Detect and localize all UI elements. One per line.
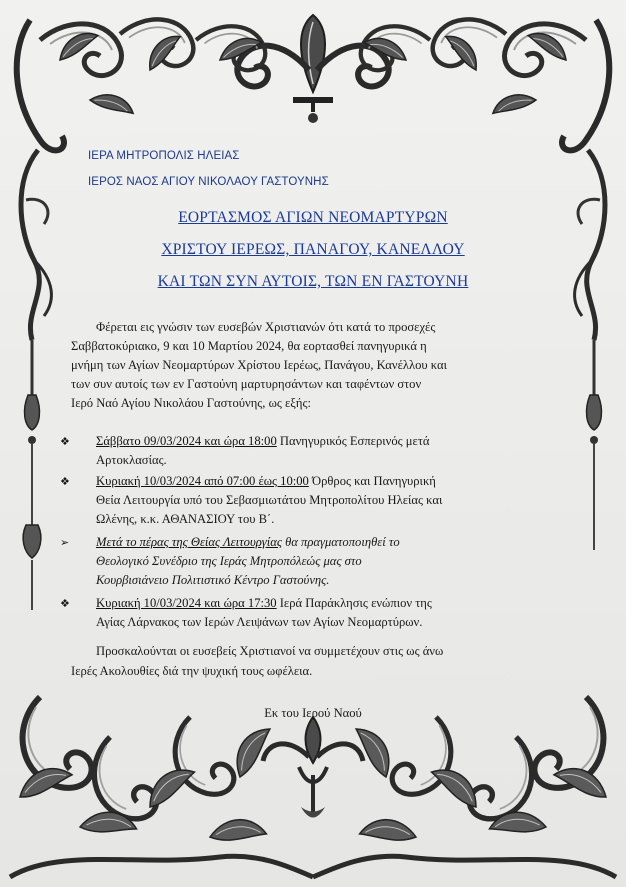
event-description: Πανηγυρικός Εσπερινός μετά <box>276 434 430 448</box>
event-line: Ωλένης, κ.κ. ΑΘΑΝΑΣΙΟΥ του Β΄. <box>96 512 275 526</box>
event-line: Κουρβισιάνειο Πολιτιστικό Κέντρο Γαστούνης. <box>96 573 330 587</box>
event-datetime: Κυριακή 10/03/2024 και ώρα 17:30 <box>96 596 277 610</box>
title-line-2: ΧΡΙΣΤΟΥ ΙΕΡΕΩΣ, ΠΑΝΑΓΟΥ, ΚΑΝΕΛΛΟΥ <box>161 241 465 258</box>
bullet-arrow-icon: ➢ <box>60 536 70 549</box>
event-description: θα πραγματοποιηθεί το <box>281 535 400 549</box>
event-description: Ιερά Παράκλησις ενώπιον της <box>276 596 432 610</box>
title-line-3: ΚΑΙ ΤΩΝ ΣΥΝ ΑΥΤΟΙΣ, ΤΩΝ ΕΝ ΓΑΣΤΟΥΝΗ <box>157 273 469 290</box>
bullet-diamond-icon: ❖ <box>60 475 70 488</box>
event-datetime: Μετά το πέρας της Θείας Λειτουργίας <box>96 535 282 549</box>
closing-line: Προσκαλούνται οι ευσεβείς Χριστιανοί να συμμετέχουν στις ως άνω <box>96 644 444 658</box>
intro-line: Σαββατοκύριακο, 9 και 10 Μαρτίου 2024, θα εορτασθεί πανηγυρικά η <box>71 339 427 353</box>
intro-line: Φέρεται εις γνώσιν των ευσεβών Χριστιανών ότι κατά το προσεχές <box>96 320 436 334</box>
bullet-diamond-icon: ❖ <box>60 597 70 610</box>
title-line-1: ΕΟΡΤΑΣΜΟΣ ΑΓΙΩΝ ΝΕΟΜΑΡΤΥΡΩΝ <box>178 209 448 226</box>
intro-line: Ιερό Ναό Αγίου Νικολάου Γαστούνης, ως εξής: <box>71 396 311 410</box>
intro-line: μνήμη των Αγίων Νεομαρτύρων Χρίστου Ιερέως, Πανάγου, Κανέλλου και <box>71 358 447 372</box>
header-church: ΙΕΡΟΣ ΝΑΟΣ ΑΓΙΟΥ ΝΙΚΟΛΑΟΥ ΓΑΣΤΟΥΝΗΣ <box>88 176 329 188</box>
event-line <box>96 474 436 489</box>
bullet-diamond-icon: ❖ <box>60 435 70 448</box>
top-ornament <box>0 0 626 170</box>
event-line: Θεολογικό Συνέδριο της Ιεράς Μητροπόλεώς μας στο <box>96 554 362 568</box>
event-datetime: Κυριακή 10/03/2024 από 07:00 έως 10:00 <box>96 474 309 488</box>
event-datetime: Σάββατο 09/03/2024 και ώρα 18:00 <box>96 434 277 448</box>
event-line: Θεία Λειτουργία υπό του Σεβασμιωτάτου Μητροπολίτου Ηλείας και <box>96 493 443 507</box>
event-line: Αρτοκλασίας. <box>96 453 167 467</box>
closing-line: Ιερές Ακολουθίες διά την ψυχική τους ωφέλεια. <box>71 664 313 678</box>
header-metropolis: ΙΕΡΑ ΜΗΤΡΟΠΟΛΙΣ ΗΛΕΙΑΣ <box>88 150 240 162</box>
signature: Εκ του Ιερού Ναού <box>264 706 362 720</box>
event-line <box>96 434 429 449</box>
intro-line: των συν αυτοίς των εν Γαστούνη μαρτυρησάντων και ταφέντων στον <box>71 377 422 391</box>
event-line: Αγίας Λάρνακος των Ιερών Λειψάνων των Αγίων Νεομαρτύρων. <box>96 615 423 629</box>
event-line <box>96 535 400 550</box>
event-line <box>96 596 432 611</box>
event-description: Όρθρος και Πανηγυρική <box>308 474 436 488</box>
